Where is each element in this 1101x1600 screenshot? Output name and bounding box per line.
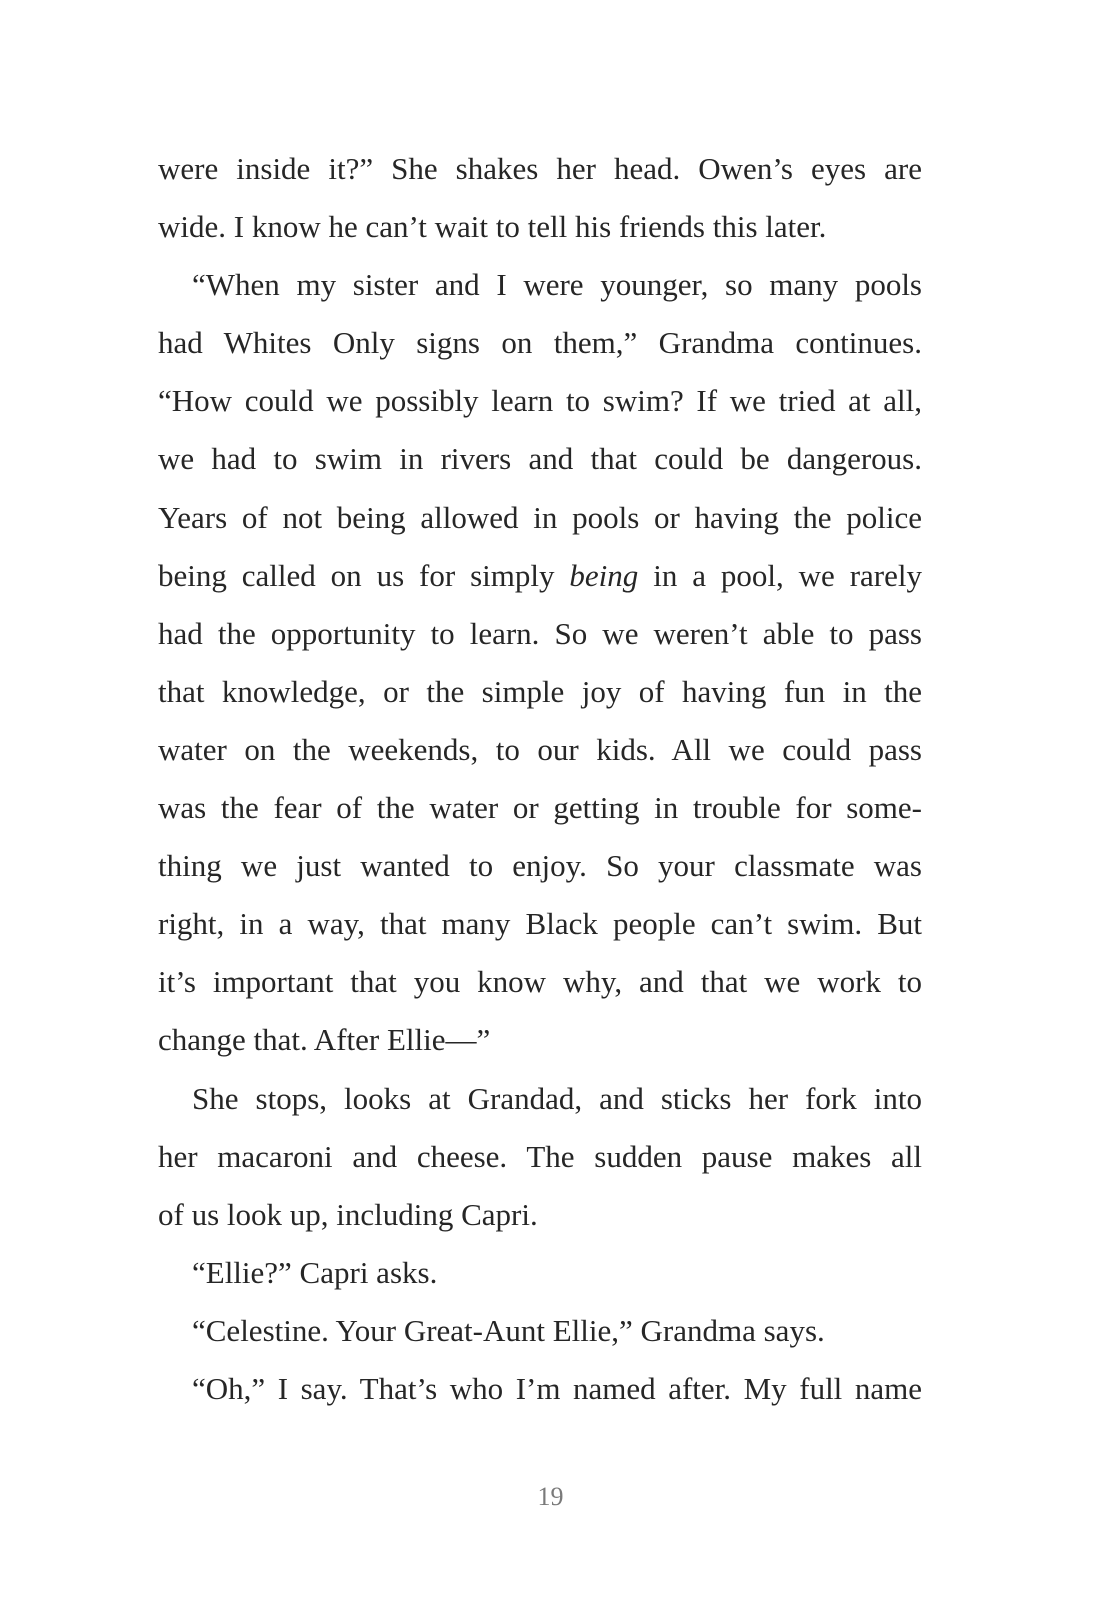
text-segment: “How could we possibly learn to swim? If we tried at all,: [158, 383, 922, 419]
text-line: [158, 1128, 922, 1186]
text-line: [158, 314, 922, 372]
text-segment: was the fear of the water or getting in trouble for some-: [158, 790, 922, 826]
text-line: [158, 837, 922, 895]
text-segment: had the opportunity to learn. So we weren’t able to pass: [158, 615, 922, 651]
text-segment: of us look up, including Capri.: [158, 1196, 538, 1232]
text-segment: right, in a way, that many Black people can’t swim. But: [158, 906, 922, 942]
text-segment: “Ellie?” Capri asks.: [192, 1254, 438, 1290]
text-line: [158, 1070, 922, 1128]
text-line: [158, 1244, 922, 1302]
text-segment: change that. After Ellie—”: [158, 1022, 491, 1058]
text-line: [158, 953, 922, 1011]
page-number: 19: [537, 1482, 564, 1511]
text-segment: in a pool, we rarely: [638, 557, 922, 593]
text-segment: Years of not being allowed in pools or having the police: [158, 499, 922, 535]
text-line: [158, 489, 922, 547]
text-segment: it’s important that you know why, and that we work to: [158, 964, 922, 1000]
text-segment: wide. I know he can’t wait to tell his friends this later.: [158, 209, 827, 245]
text-segment: “When my sister and I were younger, so many pools: [192, 267, 922, 303]
text-line: [158, 721, 922, 779]
text-line: [158, 256, 922, 314]
text-segment: thing we just wanted to enjoy. So your classmate was: [158, 848, 922, 884]
text-segment: had Whites Only signs on them,” Grandma continues.: [158, 325, 922, 361]
text-segment: water on the weekends, to our kids. All we could pass: [158, 731, 922, 767]
text-line: [158, 1360, 922, 1418]
text-segment: She stops, looks at Grandad, and sticks her fork into: [192, 1080, 922, 1116]
text-line: [158, 430, 922, 488]
body-text: [158, 140, 922, 1418]
text-line: [158, 372, 922, 430]
text-line: [158, 779, 922, 837]
text-line: [158, 1011, 922, 1069]
text-line: [158, 198, 922, 256]
text-segment: “Celestine. Your Great-Aunt Ellie,” Grandma says.: [192, 1312, 825, 1348]
italic-text: being: [569, 557, 639, 593]
text-line: [158, 547, 922, 605]
text-segment: “Oh,” I say. That’s who I’m named after. My full name: [192, 1370, 922, 1406]
text-segment: were inside it?” She shakes her head. Owen’s eyes are: [158, 151, 922, 186]
text-line: [158, 605, 922, 663]
text-line: [158, 140, 922, 198]
text-segment: being called on us for simply: [158, 557, 570, 593]
text-segment: we had to swim in rivers and that could be dangerous.: [158, 441, 922, 477]
text-line: [158, 1302, 922, 1360]
text-line: [158, 1186, 922, 1244]
text-segment: her macaroni and cheese. The sudden pause makes all: [158, 1138, 922, 1174]
text-line: [158, 895, 922, 953]
text-line: [158, 663, 922, 721]
text-segment: that knowledge, or the simple joy of having fun in the: [158, 673, 922, 709]
